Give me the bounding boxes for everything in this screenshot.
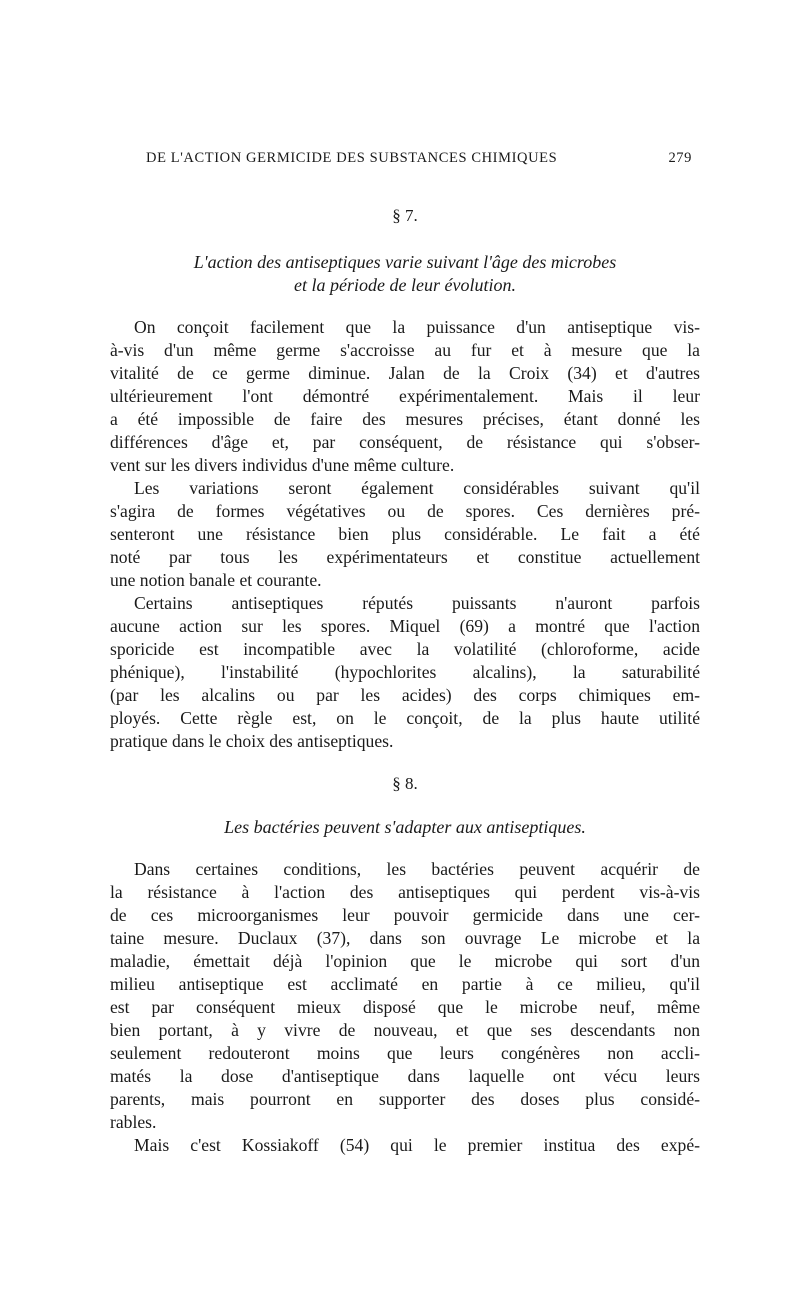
text-line: seulement redouteront moins que leurs congénères non accli- bbox=[110, 1043, 700, 1063]
text-line: de ces microorganismes leur pouvoir germicide dans une cer- bbox=[110, 905, 700, 925]
text-line: On conçoit facilement que la puissance d'un antiseptique vis- bbox=[134, 317, 700, 337]
text-line: maladie, émettait déjà l'opinion que le microbe qui sort d'un bbox=[110, 951, 700, 971]
text-line: Les variations seront également considérables suivant qu'il bbox=[134, 478, 700, 498]
running-title: DE L'ACTION GERMICIDE DES SUBSTANCES CHIMIQUES bbox=[146, 150, 558, 166]
text-line: sporicide est incompatible avec la volatilité (chloroforme, acide bbox=[110, 639, 700, 659]
text-line: aucune action sur les spores. Miquel (69) a montré que l'action bbox=[110, 616, 700, 636]
section-title-8 bbox=[110, 816, 700, 839]
section-title-line: Les bactéries peuvent s'adapter aux antiseptiques. bbox=[224, 817, 586, 837]
text-line: ployés. Cette règle est, on le conçoit, de la plus haute utilité bbox=[110, 708, 700, 728]
text-line: différences d'âge et, par conséquent, de résistance qui s'obser- bbox=[110, 432, 700, 452]
section-heading-7: § 7. bbox=[392, 206, 418, 225]
text-line: matés la dose d'antiseptique dans laquelle ont vécu leurs bbox=[110, 1066, 700, 1086]
text-line: à-vis d'un même germe s'accroisse au fur et à mesure que la bbox=[110, 340, 700, 360]
text-line: parents, mais pourront en supporter des doses plus considé- bbox=[110, 1089, 700, 1109]
section-title-line: et la période de leur évolution. bbox=[294, 275, 516, 295]
text-line: Certains antiseptiques réputés puissants n'auront parfois bbox=[134, 593, 700, 613]
text-line: vent sur les divers individus d'une même culture. bbox=[110, 455, 455, 475]
text-line: bien portant, à y vivre de nouveau, et que ses descendants non bbox=[110, 1020, 700, 1040]
text-line: milieu antiseptique est acclimaté en partie à ce milieu, qu'il bbox=[110, 974, 700, 994]
section-heading-8: § 8. bbox=[392, 774, 418, 793]
text-line: taine mesure. Duclaux (37), dans son ouvrage Le microbe et la bbox=[110, 928, 700, 948]
page-number: 279 bbox=[668, 150, 692, 166]
text-line: est par conséquent mieux disposé que le microbe neuf, même bbox=[110, 997, 700, 1017]
text-line: une notion banale et courante. bbox=[110, 570, 322, 590]
text-line: a été impossible de faire des mesures précises, étant donné les bbox=[110, 409, 700, 429]
text-line: vitalité de ce germe diminue. Jalan de la Croix (34) et d'autres bbox=[110, 363, 700, 383]
running-header bbox=[146, 150, 692, 172]
text-line: (par les alcalins ou par les acides) des corps chimiques em- bbox=[110, 685, 700, 705]
section-title-line: L'action des antiseptiques varie suivant l'âge des microbes bbox=[193, 252, 617, 272]
text-line: la résistance à l'action des antiseptiques qui perdent vis-à-vis bbox=[110, 882, 700, 902]
section-title-7 bbox=[110, 251, 700, 297]
text-line: Dans certaines conditions, les bactéries peuvent acquérir de bbox=[134, 859, 700, 879]
text-line: ultérieurement l'ont démontré expérimentalement. Mais il leur bbox=[110, 386, 700, 406]
text-line: Mais c'est Kossiakoff (54) qui le premier institua des expé- bbox=[134, 1135, 700, 1155]
text-line: s'agira de formes végétatives ou de spores. Ces dernières pré- bbox=[110, 501, 700, 521]
text-line: phénique), l'instabilité (hypochlorites alcalins), la saturabilité bbox=[110, 662, 700, 682]
text-line: senteront une résistance bien plus considérable. Le fait a été bbox=[110, 524, 700, 544]
text-line: pratique dans le choix des antiseptiques. bbox=[110, 731, 394, 751]
text-line: noté par tous les expérimentateurs et constitue actuellement bbox=[110, 547, 700, 567]
text-line: rables. bbox=[110, 1112, 157, 1132]
